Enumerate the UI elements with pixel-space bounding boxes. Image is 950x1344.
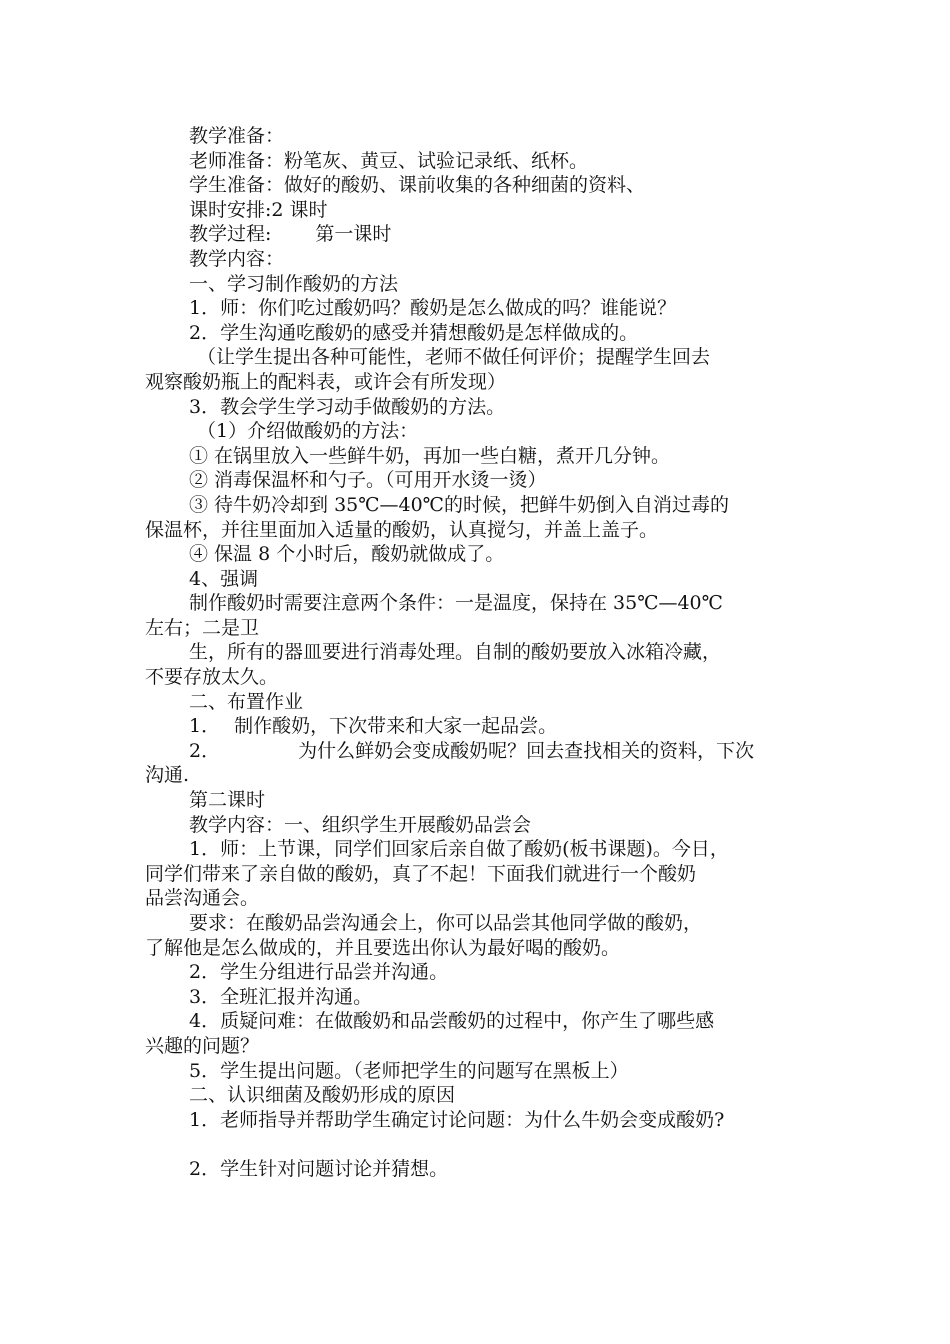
paragraph-line: 要求：在酸奶品尝沟通会上，你可以品尝其他同学做的酸奶， bbox=[189, 912, 703, 934]
paragraph-line: 1．老师指导并帮助学生确定讨论问题：为什么牛奶会变成酸奶? bbox=[189, 1108, 725, 1131]
paragraph-line: 1．师：上节课，同学们回家后亲自做了酸奶(板书课题)。今日， bbox=[189, 838, 729, 861]
homework-text: 为什么鲜奶会变成酸奶呢？回去查找相关的资料，下次 bbox=[298, 739, 755, 762]
section-three-heading: 二、认识细菌及酸奶形成的原因 bbox=[189, 1084, 456, 1107]
step-line: 保温杯，并往里面加入适量的酸奶，认真搅匀，并盖上盖子。 bbox=[145, 518, 659, 541]
section-one-heading: 一、学习制作酸奶的方法 bbox=[189, 272, 399, 295]
prep-heading: 教学准备： bbox=[189, 125, 285, 147]
paragraph-line: 2．学生沟通吃酸奶的感受并猜想酸奶是怎样做成的。 bbox=[189, 321, 639, 344]
paragraph-line: 教学内容：一、组织学生开展酸奶品尝会 bbox=[189, 813, 532, 836]
paragraph-line: 品尝沟通会。 bbox=[145, 887, 260, 910]
student-prep: 学生准备：做好的酸奶、课前收集的各种细菌的资料、 bbox=[189, 174, 646, 197]
paragraph-line: 左右；二是卫 bbox=[145, 616, 260, 639]
paragraph-line: 2．学生分组进行品尝并沟通。 bbox=[189, 961, 449, 984]
schedule: 课时安排:2 课时 bbox=[189, 198, 328, 221]
homework-number: 1． bbox=[189, 715, 221, 738]
lesson-one-title: 第一课时 bbox=[315, 223, 392, 246]
blank-line bbox=[145, 1132, 810, 1157]
teacher-prep: 老师准备：粉笔灰、黄豆、试验记录纸、纸杯。 bbox=[189, 149, 589, 172]
paragraph-line: （让学生提出各种可能性，老师不做任何评价；提醒学生回去 bbox=[197, 346, 711, 369]
step-line: ④ 保温 8 个小时后，酸奶就做成了。 bbox=[189, 543, 505, 566]
paragraph-line: 不要存放太久。 bbox=[145, 666, 279, 689]
paragraph-line: 生，所有的器皿要进行消毒处理。自制的酸奶要放入冰箱冷藏， bbox=[189, 641, 722, 664]
step-line: ② 消毒保温杯和勺子。（可用开水烫一烫） bbox=[189, 469, 547, 492]
document-body bbox=[145, 124, 810, 1182]
lesson-two-title: 第二课时 bbox=[189, 789, 266, 812]
section-two-heading: 二、布置作业 bbox=[189, 690, 304, 713]
paragraph-line: 制作酸奶时需要注意两个条件：一是温度，保持在 35℃—40℃ bbox=[189, 592, 723, 615]
paragraph-line: 沟通. bbox=[145, 764, 190, 787]
homework-item bbox=[145, 739, 810, 764]
homework-number: 2． bbox=[189, 739, 221, 762]
paragraph-line: 5．学生提出问题。（老师把学生的问题写在黑板上） bbox=[189, 1059, 629, 1082]
homework-text: 制作酸奶，下次带来和大家一起品尝。 bbox=[234, 715, 558, 738]
step-line: ① 在锅里放入一些鲜牛奶，再加一些白糖，煮开几分钟。 bbox=[189, 444, 671, 467]
step-line: ③ 待牛奶冷却到 35℃—40℃的时候，把鲜牛奶倒入自消过毒的 bbox=[189, 493, 729, 516]
content-heading: 教学内容： bbox=[189, 247, 285, 270]
homework-item bbox=[145, 714, 810, 739]
paragraph-line: 1．师：你们吃过酸奶吗？酸奶是怎么做成的吗？谁能说？ bbox=[189, 297, 677, 320]
process-label: 教学过程: bbox=[189, 223, 272, 246]
emphasis-heading: 4、强调 bbox=[189, 567, 259, 590]
paragraph-line: 同学们带来了亲自做的酸奶，真了不起！下面我们就进行一个酸奶 bbox=[145, 862, 697, 885]
paragraph-line: 4．质疑问难：在做酸奶和品尝酸奶的过程中，你产生了哪些感 bbox=[189, 1010, 715, 1033]
paragraph-line: 3．教会学生学习动手做酸奶的方法。 bbox=[189, 395, 506, 418]
paragraph-line: 3．全班汇报并沟通。 bbox=[189, 985, 373, 1008]
process-line bbox=[145, 222, 810, 247]
paragraph-line: 了解他是怎么做成的，并且要选出你认为最好喝的酸奶。 bbox=[145, 936, 621, 959]
paragraph-line: 兴趣的问题？ bbox=[145, 1034, 260, 1057]
paragraph-line: （1）介绍做酸奶的方法： bbox=[197, 420, 419, 443]
paragraph-line: 观察酸奶瓶上的配料表，或许会有所发现） bbox=[145, 370, 507, 393]
paragraph-line: 2．学生针对问题讨论并猜想。 bbox=[189, 1157, 449, 1180]
